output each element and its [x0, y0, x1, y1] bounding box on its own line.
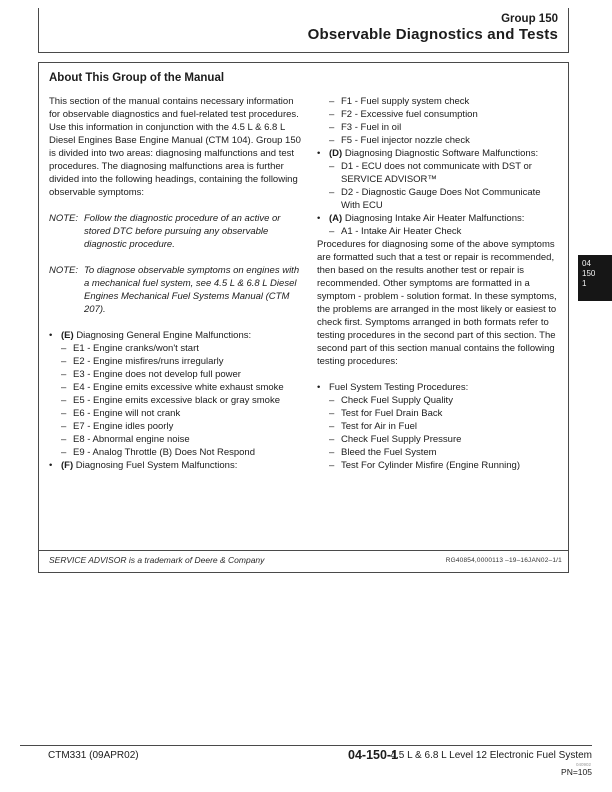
footer-manual-id: CTM331 (09APR02) [48, 750, 139, 761]
list-item: – Test For Cylinder Misfire (Engine Running) [329, 460, 520, 471]
list-item: – E4 - Engine emits excessive white exhaust smoke [61, 382, 284, 393]
list-item: – E6 - Engine will not crank [61, 408, 181, 419]
bullet-marker: • [49, 330, 53, 341]
list-item: • (F) Diagnosing Fuel System Malfunctions: [49, 460, 238, 471]
list-item: – E1 - Engine cranks/won't start [61, 343, 199, 354]
list-item: – E9 - Analog Throttle (B) Does Not Respond [61, 447, 256, 458]
list-item: – F3 - Fuel in oil [329, 122, 402, 133]
left-column [49, 95, 301, 472]
tab-line-section: 150 [582, 269, 596, 278]
two-column-body [49, 95, 559, 472]
dash-marker: – [329, 434, 335, 445]
dash-marker: – [329, 187, 335, 198]
dash-marker: – [329, 226, 335, 237]
header-group-number: Group 150 [501, 13, 558, 25]
bullet-marker: • [317, 213, 321, 224]
list-item: – E7 - Engine idles poorly [61, 421, 174, 432]
section-box [38, 62, 569, 573]
dash-marker: – [61, 434, 67, 445]
list-item: – Test for Air in Fuel [329, 421, 418, 432]
dash-marker: – [329, 109, 335, 120]
list-item: – D1 - ECU does not communicate with DST or SERVICE ADVISOR™ [329, 161, 532, 185]
document-id: RG40854,0000113 –19–16JAN02–1/1 [445, 557, 562, 564]
bullet-marker: • [49, 460, 53, 471]
header-title: Observable Diagnostics and Tests [307, 26, 558, 43]
list-item: • Fuel System Testing Procedures: [317, 382, 469, 393]
dash-marker: – [329, 408, 335, 419]
list-item: – A1 - Intake Air Heater Check [329, 226, 462, 237]
list-item: – E8 - Abnormal engine noise [61, 434, 190, 445]
list-item: – E5 - Engine emits excessive black or gray smoke [61, 395, 280, 406]
note-label: NOTE: [49, 213, 79, 224]
bullet-marker: • [317, 382, 321, 393]
bold-prefix: (E) [61, 330, 77, 341]
dash-marker: – [61, 382, 67, 393]
list-item: – F2 - Excessive fuel consumption [329, 109, 478, 120]
list-item: – F5 - Fuel injector nozzle check [329, 135, 470, 146]
dash-marker: – [61, 447, 67, 458]
list-item: – E3 - Engine does not develop full power [61, 369, 241, 380]
list-item: – Check Fuel Supply Pressure [329, 434, 462, 445]
list-item: – Check Fuel Supply Quality [329, 395, 453, 406]
paragraph: This section of the manual contains necessary information for observable diagnostics and fuel-related test procedures. Use this information in conjunction with the 4.5 L & 6.8 L Diesel Engines Base Engine Manual (CTM 104). Group 150 is divided into two areas: diagnosing malfunctions and test procedures. The diagnosing malfunctions area is further divided into the following headings, containing the following observable symptoms: [49, 96, 301, 198]
dash-marker: – [329, 421, 335, 432]
footer-print-code: 040902 [575, 762, 591, 767]
right-column [317, 95, 559, 472]
list-item: • (A) Diagnosing Intake Air Heater Malfunctions: [317, 213, 525, 224]
dash-marker: – [329, 161, 335, 172]
footer-system-title: 4.5 L & 6.8 L Level 12 Electronic Fuel System [390, 750, 592, 761]
bullet-marker: • [317, 148, 321, 159]
dash-marker: – [61, 369, 67, 380]
list-item: – E2 - Engine misfires/runs irregularly [61, 356, 224, 367]
list-item: – F1 - Fuel supply system check [329, 96, 470, 107]
tab-line-page: 1 [582, 279, 587, 288]
list-item: – Bleed the Fuel System [329, 447, 437, 458]
section-footnote [39, 550, 568, 572]
dash-marker: – [329, 135, 335, 146]
dash-marker: – [61, 408, 67, 419]
note: NOTE: Follow the diagnostic procedure of an active or stored DTC before pursuing any observable diagnostic procedure. [49, 213, 281, 250]
dash-marker: – [329, 96, 335, 107]
trademark-note: SERVICE ADVISOR is a trademark of Deere & Company [49, 555, 265, 565]
tab-line-group: 04 [582, 259, 591, 268]
bold-prefix: (D) [329, 148, 345, 159]
dash-marker: – [329, 395, 335, 406]
section-title: About This Group of the Manual [49, 72, 225, 84]
note: NOTE: To diagnose observable symptoms on engines with a mechanical fuel system, see 4.5 L & 6.8 L Diesel Engines Mechanical Fuel Systems Manual (CTM 207). [49, 265, 300, 315]
page-header [38, 8, 569, 53]
dash-marker: – [61, 343, 67, 354]
list-item: – Test for Fuel Drain Back [329, 408, 443, 419]
footer-rule [20, 745, 592, 746]
dash-marker: – [61, 356, 67, 367]
dash-marker: – [329, 122, 335, 133]
paragraph: Procedures for diagnosing some of the above symptoms are formatted such that a test or repair is recommended, then based on the results another test or repair is recommended. Other symptoms are formatted in a symptom - problem - solution format. In these symptoms, the problems are arranged in the most likely or easiest to check first. Symptoms arranged in both formats refer to testing procedures in the second part of this section. The second part of this section manual contains the following testing procedures: [317, 239, 557, 367]
footer-page-number: 04-150-1 [348, 748, 399, 762]
footer-part-number: PN=105 [561, 767, 592, 777]
dash-marker: – [329, 447, 335, 458]
list-item: – D2 - Diagnostic Gauge Does Not Communicate With ECU [329, 187, 541, 211]
bold-prefix: (F) [61, 460, 76, 471]
list-item: • (D) Diagnosing Diagnostic Software Malfunctions: [317, 148, 539, 159]
note-label: NOTE: [49, 265, 79, 276]
list-item: • (E) Diagnosing General Engine Malfunctions: [49, 330, 252, 341]
dash-marker: – [329, 460, 335, 471]
section-thumb-tab [578, 255, 612, 301]
dash-marker: – [61, 421, 67, 432]
bold-prefix: (A) [329, 213, 345, 224]
dash-marker: – [61, 395, 67, 406]
